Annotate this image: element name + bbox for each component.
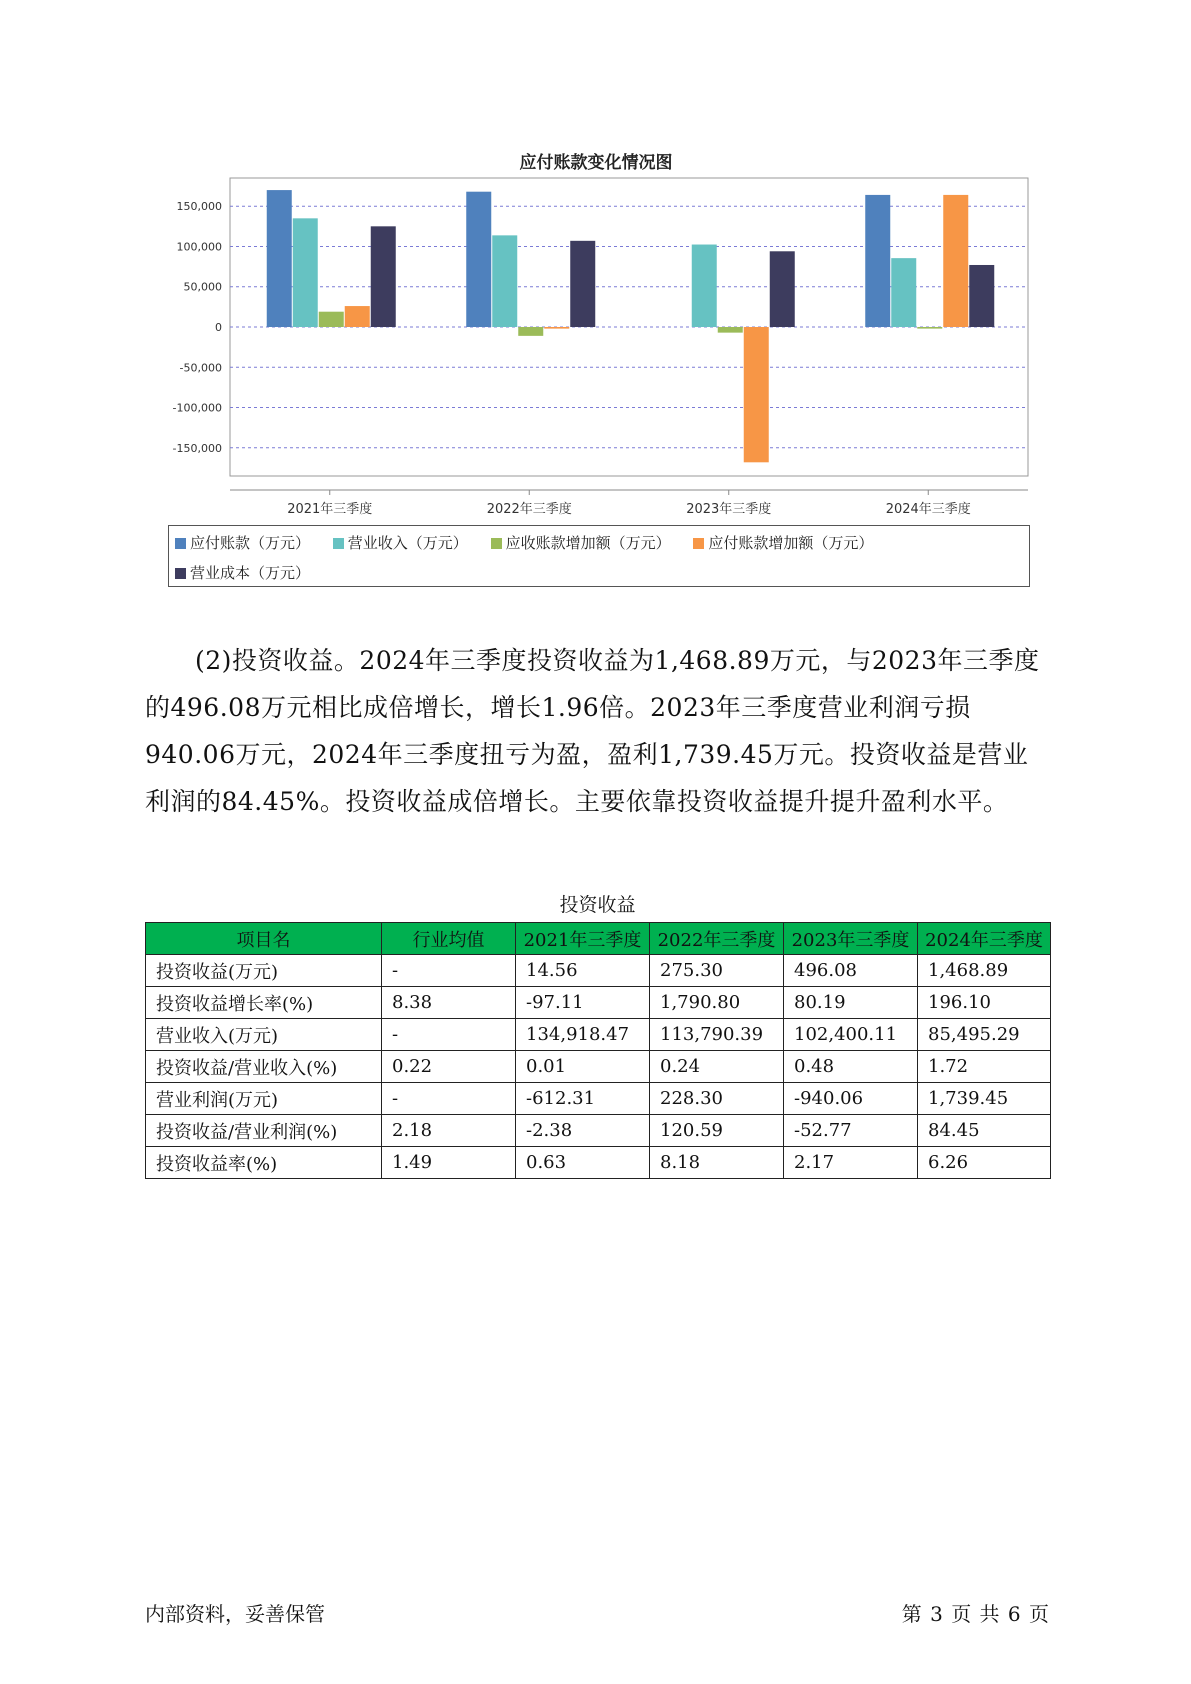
y-tick-label: -50,000 <box>179 361 222 375</box>
legend-row <box>175 562 328 583</box>
table-caption: 投资收益 <box>559 894 636 916</box>
table-cell: 120.59 <box>650 1115 784 1147</box>
table-cell: 1,790.80 <box>650 987 784 1019</box>
bar <box>943 195 968 327</box>
legend-item <box>333 532 468 553</box>
table-cell: 0.48 <box>784 1051 918 1083</box>
table-cell: 496.08 <box>784 955 918 987</box>
table-cell: 2.17 <box>784 1147 918 1179</box>
table-cell: 0.24 <box>650 1051 784 1083</box>
table-cell: 228.30 <box>650 1083 784 1115</box>
legend-swatch <box>175 538 186 549</box>
chart-svg <box>160 138 1032 528</box>
legend-label: 应收账款增加额（万元） <box>505 534 671 552</box>
body-paragraph: (2)投资收益。2024年三季度投资收益为1,468.89万元，与2023年三季度的496.08万元相比成倍增长，增长1.96倍。2023年三季度营业利润亏损940.06万元，2024年三季度扭亏为盈，盈利1,739.45万元。投资收益是营业利润的84.45%。投资收益成倍增长。主要依靠投资收益提升提升盈利水平。 <box>145 646 1040 816</box>
table-cell: 投资收益增长率(%) <box>146 987 382 1019</box>
bar <box>466 192 491 327</box>
y-tick-label: -150,000 <box>172 441 222 455</box>
payables-chart <box>160 138 1032 594</box>
table-cell: 84.45 <box>918 1115 1051 1147</box>
legend-label: 营业成本（万元） <box>190 564 311 582</box>
header-cell: 项目名 <box>146 923 382 955</box>
table-cell: -940.06 <box>784 1083 918 1115</box>
bar <box>891 258 916 327</box>
legend-swatch <box>491 538 502 549</box>
x-tick-label: 2021年三季度 <box>287 502 373 517</box>
bar <box>917 327 942 329</box>
table-cell: 8.38 <box>382 987 516 1019</box>
footer-page-number: 第 3 页 共 6 页 <box>901 1602 1049 1626</box>
table-cell: 275.30 <box>650 955 784 987</box>
legend-item <box>491 532 671 553</box>
bar <box>345 306 370 327</box>
table-cell: 投资收益/营业利润(%) <box>146 1115 382 1147</box>
bar <box>692 245 717 327</box>
y-tick-label: 50,000 <box>183 280 222 294</box>
table-row <box>146 1147 1051 1179</box>
bar <box>293 218 318 327</box>
table-cell: -2.38 <box>516 1115 650 1147</box>
table-cell: 134,918.47 <box>516 1019 650 1051</box>
table-cell: 0.22 <box>382 1051 516 1083</box>
table-cell: 1,468.89 <box>918 955 1051 987</box>
table-cell: 0.01 <box>516 1051 650 1083</box>
table-header-row <box>146 923 1051 955</box>
x-tick-label: 2024年三季度 <box>885 502 971 517</box>
table-row <box>146 1083 1051 1115</box>
table-cell: 8.18 <box>650 1147 784 1179</box>
table-row <box>146 1019 1051 1051</box>
y-tick-label: 150,000 <box>176 200 222 214</box>
y-tick-label: -100,000 <box>172 401 222 415</box>
table-cell: 投资收益/营业收入(%) <box>146 1051 382 1083</box>
table-cell: 0.63 <box>516 1147 650 1179</box>
header-cell: 2022年三季度 <box>650 923 784 955</box>
bar <box>744 327 769 462</box>
table-cell: 2.18 <box>382 1115 516 1147</box>
header-cell: 2023年三季度 <box>784 923 918 955</box>
table-row <box>146 1115 1051 1147</box>
x-tick-label: 2023年三季度 <box>686 502 772 517</box>
table-cell: 113,790.39 <box>650 1019 784 1051</box>
table-cell: 6.26 <box>918 1147 1051 1179</box>
legend-label: 营业收入（万元） <box>347 534 468 552</box>
table-cell: - <box>382 1083 516 1115</box>
header-cell: 行业均值 <box>382 923 516 955</box>
legend-item <box>175 532 310 553</box>
table-cell: 营业利润(万元) <box>146 1083 382 1115</box>
table-cell: 102,400.11 <box>784 1019 918 1051</box>
legend-swatch <box>693 538 704 549</box>
legend-item <box>175 562 310 583</box>
legend-item <box>693 532 873 553</box>
table-cell: -52.77 <box>784 1115 918 1147</box>
legend-row <box>175 532 891 553</box>
table-row <box>146 987 1051 1019</box>
table-cell: 1,739.45 <box>918 1083 1051 1115</box>
table-cell: 196.10 <box>918 987 1051 1019</box>
legend-swatch <box>175 568 186 579</box>
footer-confidential: 内部资料，妥善保管 <box>145 1602 325 1626</box>
bar <box>319 312 344 327</box>
table-cell: 1.49 <box>382 1147 516 1179</box>
x-tick-label: 2022年三季度 <box>486 502 572 517</box>
table-cell: 80.19 <box>784 987 918 1019</box>
bar <box>570 241 595 327</box>
investment-income-table <box>145 922 1051 1179</box>
header-cell: 2021年三季度 <box>516 923 650 955</box>
chart-legend <box>168 525 1030 587</box>
bar <box>518 327 543 336</box>
bar <box>544 327 569 329</box>
legend-label: 应付账款（万元） <box>190 534 311 552</box>
table-cell: 投资收益(万元) <box>146 955 382 987</box>
bar <box>865 195 890 327</box>
header-cell: 2024年三季度 <box>918 923 1051 955</box>
bar <box>492 235 517 327</box>
bar <box>770 251 795 327</box>
table-cell: -97.11 <box>516 987 650 1019</box>
legend-swatch <box>333 538 344 549</box>
table-cell: - <box>382 1019 516 1051</box>
table-cell: 1.72 <box>918 1051 1051 1083</box>
bar <box>718 327 743 333</box>
table-cell: -612.31 <box>516 1083 650 1115</box>
bar <box>267 190 292 327</box>
legend-label: 应付账款增加额（万元） <box>708 534 874 552</box>
table-cell: 营业收入(万元) <box>146 1019 382 1051</box>
bar <box>969 265 994 327</box>
y-tick-label: 100,000 <box>176 240 222 254</box>
table-cell: - <box>382 955 516 987</box>
bar <box>371 226 396 327</box>
table-cell: 14.56 <box>516 955 650 987</box>
table-row <box>146 1051 1051 1083</box>
table-cell: 投资收益率(%) <box>146 1147 382 1179</box>
y-tick-label: 0 <box>215 321 222 334</box>
chart-title: 应付账款变化情况图 <box>519 153 673 173</box>
table-cell: 85,495.29 <box>918 1019 1051 1051</box>
table-row <box>146 955 1051 987</box>
